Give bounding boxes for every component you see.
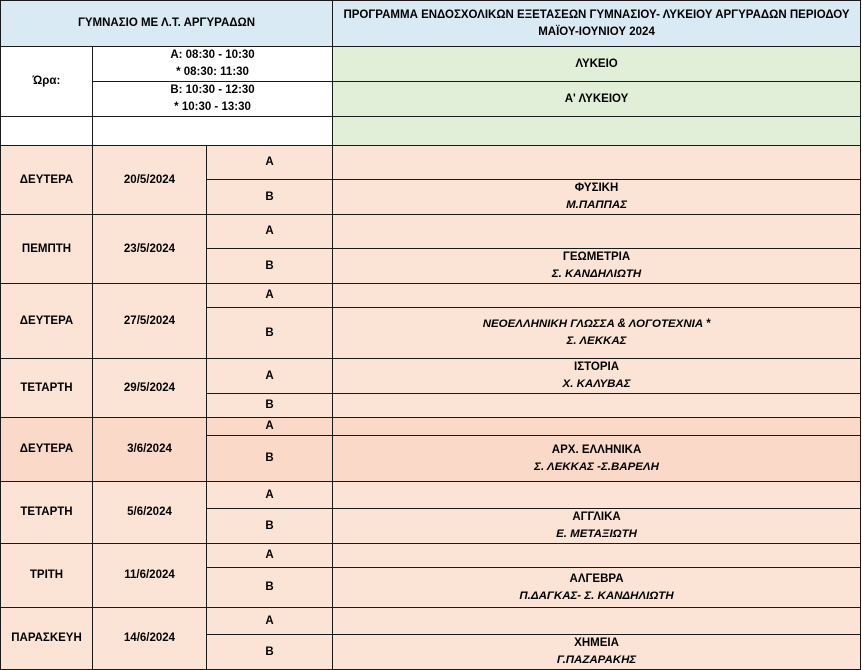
slot-a: Α bbox=[207, 359, 333, 394]
slot-b: Β bbox=[207, 249, 333, 284]
subject-slot-a-empty bbox=[333, 544, 861, 568]
subject-slot-a-empty bbox=[333, 284, 861, 308]
subject-name: ΑΡΧ. ΕΛΛΗΝΙΚΑ bbox=[551, 443, 642, 456]
level-school: ΛΥΚΕΙΟ bbox=[333, 47, 861, 82]
teacher-name: Χ. ΚΑΛΥΒΑΣ bbox=[562, 378, 631, 390]
exam-subject bbox=[333, 635, 861, 670]
school-name-header: ΓΥΜΝΑΣΙΟ ΜΕ Λ.Τ. ΑΡΓΥΡΑΔΩΝ bbox=[1, 1, 333, 47]
slot-b: Β bbox=[207, 180, 333, 215]
teacher-name: Μ.ΠΑΠΠΑΣ bbox=[566, 199, 627, 211]
subject-name: ΧΗΜΕΙΑ bbox=[574, 637, 619, 649]
exam-day: ΤΕΤΑΡΤΗ bbox=[1, 359, 93, 418]
slot-b: Β bbox=[207, 436, 333, 482]
exam-subject bbox=[333, 436, 861, 482]
exam-date: 20/5/2024 bbox=[93, 146, 207, 215]
exam-subject bbox=[333, 359, 861, 394]
teacher-name: Π.ΔΑΓΚΑΣ- Σ. ΚΑΝΔΗΛΙΩΤΗ bbox=[519, 589, 674, 602]
exam-date: 11/6/2024 bbox=[93, 544, 207, 608]
schedule-title-line2: ΜΑΪΟΥ-ΙΟΥΝΙΟΥ 2024 bbox=[538, 25, 655, 38]
subject-slot-a-empty bbox=[333, 146, 861, 180]
exam-date: 29/5/2024 bbox=[93, 359, 207, 418]
slot-a: Α bbox=[207, 215, 333, 249]
subject-name: ΑΓΓΛΙΚΑ bbox=[572, 511, 621, 523]
subject-slot-a-empty bbox=[333, 608, 861, 635]
exam-day: ΔΕΥΤΕΡΑ bbox=[1, 418, 93, 482]
slot-a: Α bbox=[207, 418, 333, 436]
exam-date: 27/5/2024 bbox=[93, 284, 207, 359]
exam-subject bbox=[333, 180, 861, 215]
exam-date: 5/6/2024 bbox=[93, 482, 207, 544]
teacher-name: Ε. ΜΕΤΑΞΙΩΤΗ bbox=[556, 528, 637, 540]
slot-b: Β bbox=[207, 394, 333, 418]
hours-slot-b: Β: 10:30 - 12:30 * 10:30 - 13:30 bbox=[93, 82, 333, 117]
slot-b: Β bbox=[207, 509, 333, 544]
subject-name: ΝΕΟΕΛΛΗΝΙΚΗ ΓΛΩΣΣΑ & ΛΟΓΟΤΕΧΝΙΑ * bbox=[482, 318, 711, 330]
exam-subject bbox=[333, 308, 861, 359]
slot-a: Α bbox=[207, 146, 333, 180]
exam-day: ΔΕΥΤΕΡΑ bbox=[1, 284, 93, 359]
spacer-cell bbox=[1, 117, 93, 146]
slot-b: Β bbox=[207, 308, 333, 359]
schedule-title-line1: ΠΡΟΓΡΑΜΜΑ ΕΝΔΟΣΧΟΛΙΚΩΝ ΕΞΕΤΑΣΕΩΝ ΓΥΜΝΑΣΙΟΥ- ΛΥΚΕΙΟΥ ΑΡΓΥΡΑΔΩΝ ΠΕΡΙΟΔΟΥ bbox=[343, 8, 850, 21]
exam-subject bbox=[333, 509, 861, 544]
subject-name: ΓΕΩΜΕΤΡΙΑ bbox=[562, 251, 631, 263]
slot-a: Α bbox=[207, 284, 333, 308]
exam-date: 23/5/2024 bbox=[93, 215, 207, 284]
exam-date: 14/6/2024 bbox=[93, 608, 207, 670]
exam-day: ΤΕΤΑΡΤΗ bbox=[1, 482, 93, 544]
subject-slot-a-empty bbox=[333, 418, 861, 436]
slot-a: Α bbox=[207, 544, 333, 568]
exam-date: 3/6/2024 bbox=[93, 418, 207, 482]
subject-name: ΦΥΣΙΚΗ bbox=[574, 182, 619, 194]
teacher-name: Γ.ΠΑΖΑΡΑΚΗΣ bbox=[556, 654, 637, 666]
slot-b: Β bbox=[207, 635, 333, 670]
exam-day: ΤΡΙΤΗ bbox=[1, 544, 93, 608]
subject-name: ΑΛΓΕΒΡΑ bbox=[569, 572, 624, 585]
exam-day: ΔΕΥΤΕΡΑ bbox=[1, 146, 93, 215]
slot-a: Α bbox=[207, 482, 333, 509]
subject-slot-b-empty bbox=[333, 394, 861, 418]
hours-slot-a: Α: 08:30 - 10:30 * 08:30: 11:30 bbox=[93, 47, 333, 82]
teacher-name: Σ. ΚΑΝΔΗΛΙΩΤΗ bbox=[551, 268, 642, 280]
exam-day: ΠΕΜΠΤΗ bbox=[1, 215, 93, 284]
exam-day: ΠΑΡΑΣΚΕΥΗ bbox=[1, 608, 93, 670]
subject-slot-a-empty bbox=[333, 482, 861, 509]
teacher-name: Σ. ΛΕΚΚΑΣ -Σ.ΒΑΡΕΛΗ bbox=[534, 460, 659, 473]
slot-a: Α bbox=[207, 608, 333, 635]
teacher-name: Σ. ΛΕΚΚΑΣ bbox=[566, 335, 627, 347]
spacer-cell bbox=[333, 117, 861, 146]
subject-name: ΙΣΤΟΡΙΑ bbox=[574, 361, 620, 373]
subject-slot-a-empty bbox=[333, 215, 861, 249]
hours-label: Ώρα: bbox=[1, 47, 93, 117]
slot-b: Β bbox=[207, 568, 333, 608]
exam-subject bbox=[333, 249, 861, 284]
schedule-title bbox=[333, 1, 861, 47]
spacer-cell bbox=[93, 117, 333, 146]
level-grade: Α' ΛΥΚΕΙΟΥ bbox=[333, 82, 861, 117]
exam-subject bbox=[333, 568, 861, 608]
